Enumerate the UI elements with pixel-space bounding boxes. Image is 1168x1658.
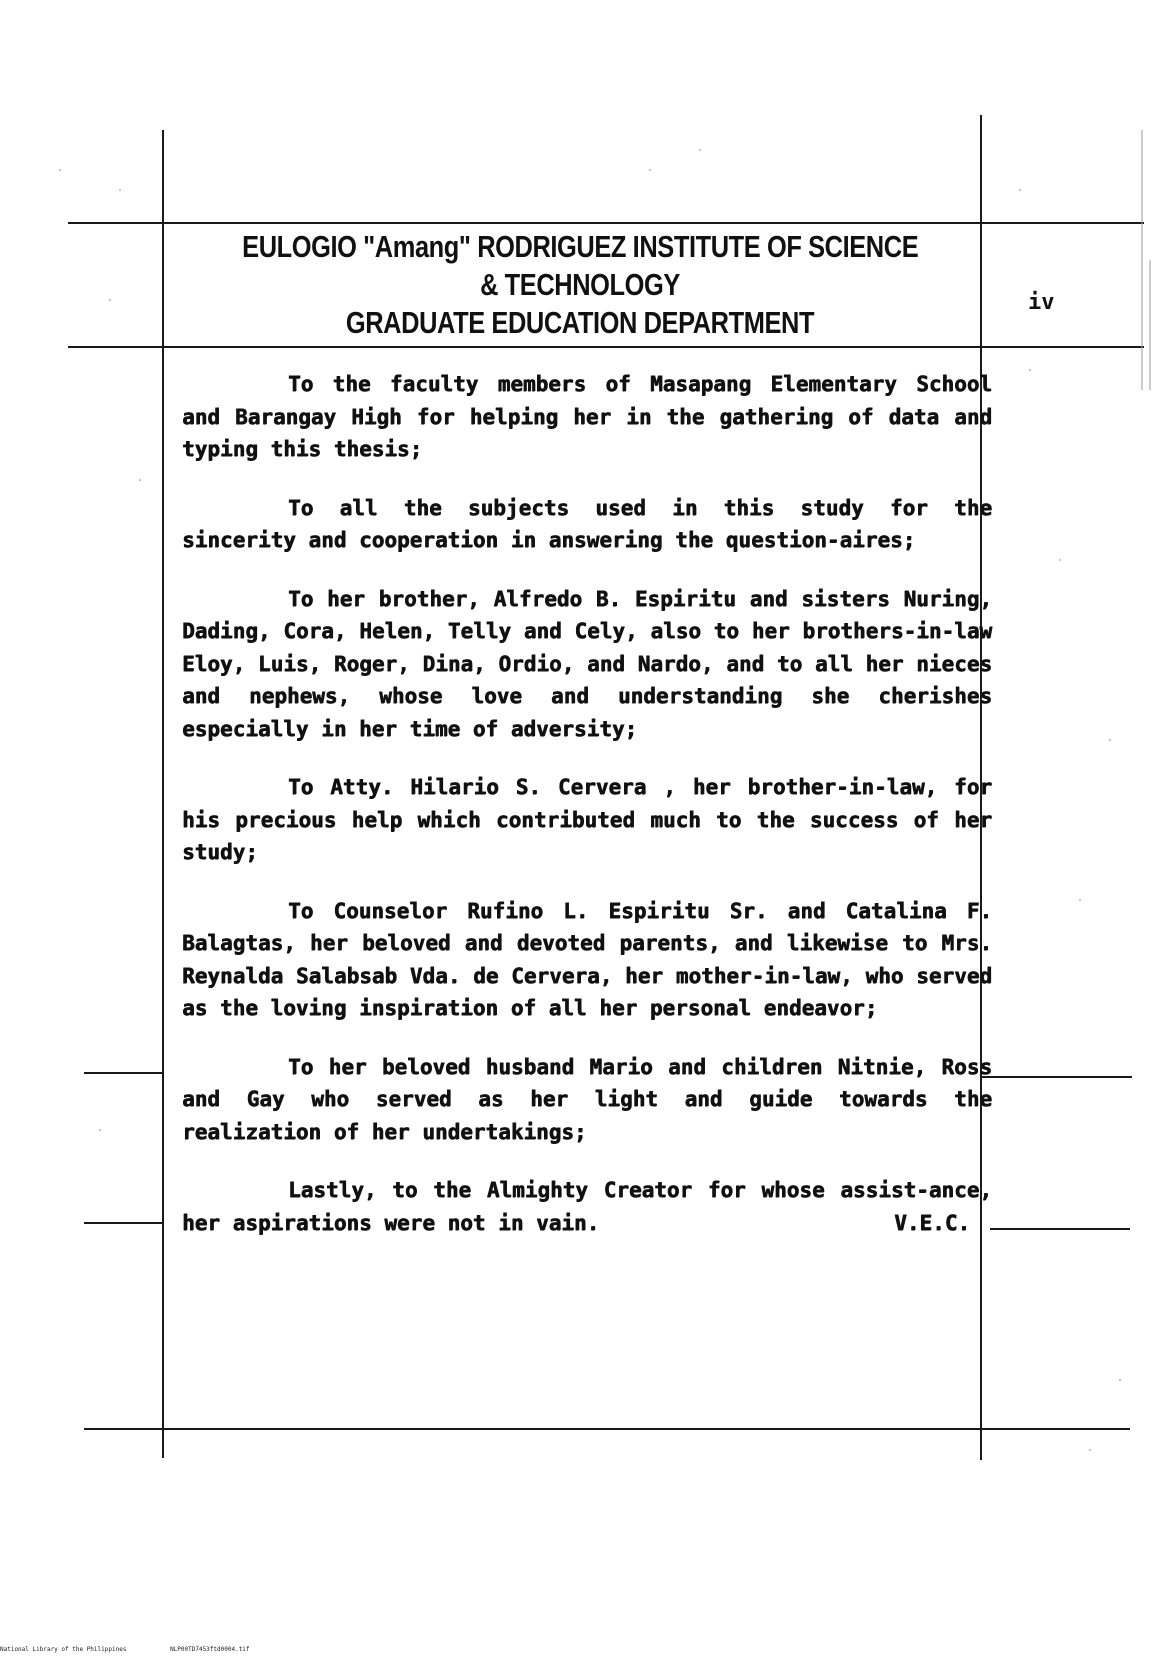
left-tick-rule-2 [84, 1222, 164, 1224]
signature-initials: V.E.C. [894, 1211, 970, 1235]
acknowledgment-body [182, 368, 992, 1240]
paragraph-husband-children: To her beloved husband Mario and children Nitnie, Ross and Gay who served as her light and guide towards the realization of her undertakings; [182, 1054, 992, 1144]
institution-header [168, 228, 992, 346]
paragraph-parents: To Counselor Rufino L. Espiritu Sr. and Catalina F. Balagtas, her beloved and devoted parents, and likewise to Mrs. Reynalda Salabsab Vda. de Cervera, her mother-in-law, who served as the loving inspiration of all her personal endeavor; [182, 898, 992, 1020]
paragraph-brother-in-law: To Atty. Hilario S. Cervera , her brother-in-law, for his precious help which contributed much to the success of her study; [182, 775, 992, 864]
header-line-3: GRADUATE EDUCATION DEPARTMENT [345, 305, 815, 340]
paragraph-creator: Lastly, to the Almighty Creator for whose assist-ance, her aspirations were not in vain. [182, 1178, 992, 1235]
paragraph-faculty: To the faculty members of Masapang Elementary School and Barangay High for helping her in the gathering of data and typing this thesis; [182, 372, 992, 461]
file-id: NLP00TD7453ftd0004.tif [170, 1646, 250, 1653]
footer-rule [84, 1428, 1130, 1430]
header-bottom-rule [68, 346, 1144, 348]
paragraph-subjects: To all the subjects used in this study for the sincerity and cooperation in answering the question-aires; [182, 495, 992, 552]
library-credit: National Library of the Philippines [0, 1646, 127, 1653]
left-tick-rule-1 [84, 1072, 164, 1074]
scan-footer [0, 1646, 290, 1653]
header-line-2: & TECHNOLOGY [480, 267, 680, 302]
left-margin-rule [162, 130, 164, 1458]
page-number: iv [1028, 290, 1055, 315]
header-line-1: EULOGIO "Amang" RODRIGUEZ INSTITUTE OF SCIENCE [242, 229, 919, 264]
header-top-rule [68, 222, 1144, 224]
right-tick-rule-2 [990, 1228, 1130, 1230]
paragraph-siblings: To her brother, Alfredo B. Espiritu and sisters Nuring, Dading, Cora, Helen, Telly and Cely, also to her brothers-in-law Eloy, Luis, Roger, Dina, Ordio, and Nardo, and to all her nieces and nephews, whose love and understanding she cherishes especially in her time of adversity; [182, 586, 992, 741]
right-tick-rule-1 [982, 1076, 1132, 1078]
